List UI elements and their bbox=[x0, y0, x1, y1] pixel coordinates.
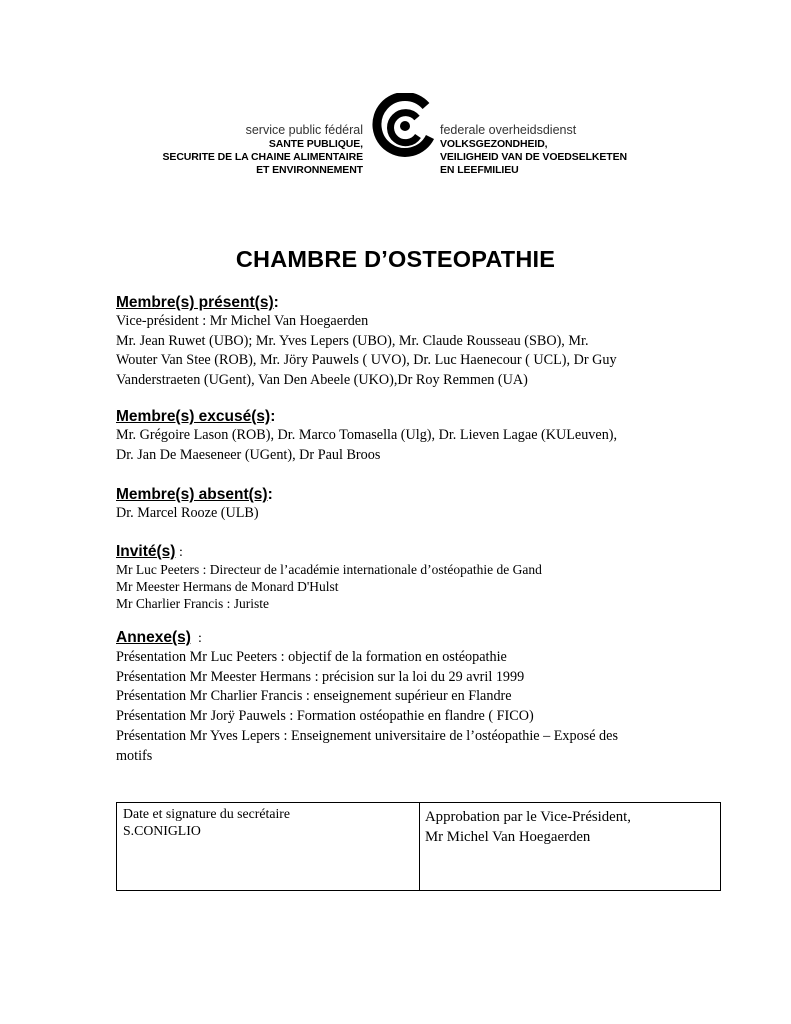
heading-colon: : bbox=[273, 294, 279, 311]
section-present bbox=[116, 293, 686, 391]
text-line: Présentation Mr Luc Peeters : objectif de la formation en ostéopathie bbox=[116, 649, 507, 665]
section-body-absent bbox=[116, 504, 686, 524]
text-line: Mr. Jean Ruwet (UBO); Mr. Yves Lepers (UBO), Mr. Claude Rousseau (SBO), Mr. bbox=[116, 332, 589, 349]
section-excused bbox=[116, 407, 686, 465]
spiral-logo-icon bbox=[372, 93, 438, 159]
text-line: Mr Meester Hermans de Monard D'Hulst bbox=[116, 578, 339, 594]
heading-text: Membre(s) excusé(s) bbox=[116, 408, 271, 425]
signature-table bbox=[116, 802, 721, 891]
header-left-line-3: ET ENVIRONNEMENT bbox=[256, 164, 363, 176]
section-heading-annex bbox=[116, 628, 686, 648]
text-line: Présentation Mr Meester Hermans : précision sur la loi du 29 avril 1999 bbox=[116, 668, 525, 685]
section-heading-present bbox=[116, 293, 686, 312]
text-line: Dr. Jan De Maeseneer (UGent), Dr Paul Broos bbox=[116, 446, 381, 463]
signature-cell-secretary bbox=[117, 803, 420, 890]
page-title: CHAMBRE D’OSTEOPATHIE bbox=[235, 246, 556, 272]
heading-colon: : bbox=[175, 545, 183, 560]
section-annex bbox=[116, 628, 686, 766]
section-body-excused bbox=[116, 426, 686, 465]
heading-colon: : bbox=[190, 631, 202, 646]
section-heading-excused bbox=[116, 407, 686, 426]
text-line: Présentation Mr Jorÿ Pauwels : Formation ostéopathie en flandre ( FICO) bbox=[116, 708, 534, 725]
section-guests bbox=[116, 542, 686, 612]
heading-colon: : bbox=[270, 408, 276, 425]
text-line: Vanderstraeten (UGent), Van Den Abeele (UKO),Dr Roy Remmen (UA) bbox=[116, 372, 528, 389]
text-line: Wouter Van Stee (ROB), Mr. Jöry Pauwels ( UVO), Dr. Luc Haenecour ( UCL), Dr Guy bbox=[116, 352, 617, 369]
signature-name: S.CONIGLIO bbox=[123, 823, 201, 838]
heading-colon: : bbox=[267, 486, 273, 503]
approval-name: Mr Michel Van Hoegaerden bbox=[425, 829, 591, 845]
text-line: Dr. Marcel Rooze (ULB) bbox=[116, 505, 259, 521]
header-left-block bbox=[163, 123, 363, 177]
text-line: Vice-président : Mr Michel Van Hoegaerden bbox=[116, 313, 369, 329]
section-heading-guests bbox=[116, 542, 686, 562]
header-left-line-1: SANTE PUBLIQUE, bbox=[268, 138, 363, 150]
header-right-line-3: EN LEEFMILIEU bbox=[440, 164, 519, 176]
section-body-present bbox=[116, 312, 686, 391]
section-heading-absent bbox=[116, 485, 686, 504]
text-line: Présentation Mr Charlier Francis : enseignement supérieur en Flandre bbox=[116, 688, 512, 705]
heading-text: Membre(s) absent(s) bbox=[116, 486, 268, 503]
section-body-annex bbox=[116, 648, 686, 766]
header-right-block bbox=[440, 123, 627, 177]
header-left-line-2: SECURITE DE LA CHAINE ALIMENTAIRE bbox=[162, 151, 363, 163]
heading-text: Annexe(s) bbox=[116, 629, 191, 646]
header-right-line-1: VOLKSGEZONDHEID, bbox=[440, 138, 548, 150]
text-line: Mr Luc Peeters : Directeur de l’académie internationale d’ostéopathie de Gand bbox=[116, 562, 542, 577]
header-right-line-2: VEILIGHEID VAN DE VOEDSELKETEN bbox=[440, 151, 628, 163]
text-line: Présentation Mr Yves Lepers : Enseignement universitaire de l’ostéopathie – Exposé des bbox=[116, 727, 618, 744]
signature-label: Date et signature du secrétaire bbox=[123, 806, 291, 821]
header-left-subtitle: service public fédéral bbox=[245, 123, 363, 137]
text-line: motifs bbox=[116, 747, 153, 764]
text-line: Mr Charlier Francis : Juriste bbox=[116, 595, 269, 611]
heading-text: Invité(s) bbox=[116, 543, 176, 560]
signature-cell-approval bbox=[420, 803, 720, 890]
heading-text: Membre(s) présent(s) bbox=[116, 294, 274, 311]
section-absent bbox=[116, 485, 686, 524]
text-line: Mr. Grégoire Lason (ROB), Dr. Marco Tomasella (Ulg), Dr. Lieven Lagae (KULeuven), bbox=[116, 427, 618, 443]
header-right-subtitle: federale overheidsdienst bbox=[440, 123, 577, 137]
approval-label: Approbation par le Vice-Président, bbox=[425, 809, 631, 825]
section-body-guests bbox=[116, 562, 686, 612]
